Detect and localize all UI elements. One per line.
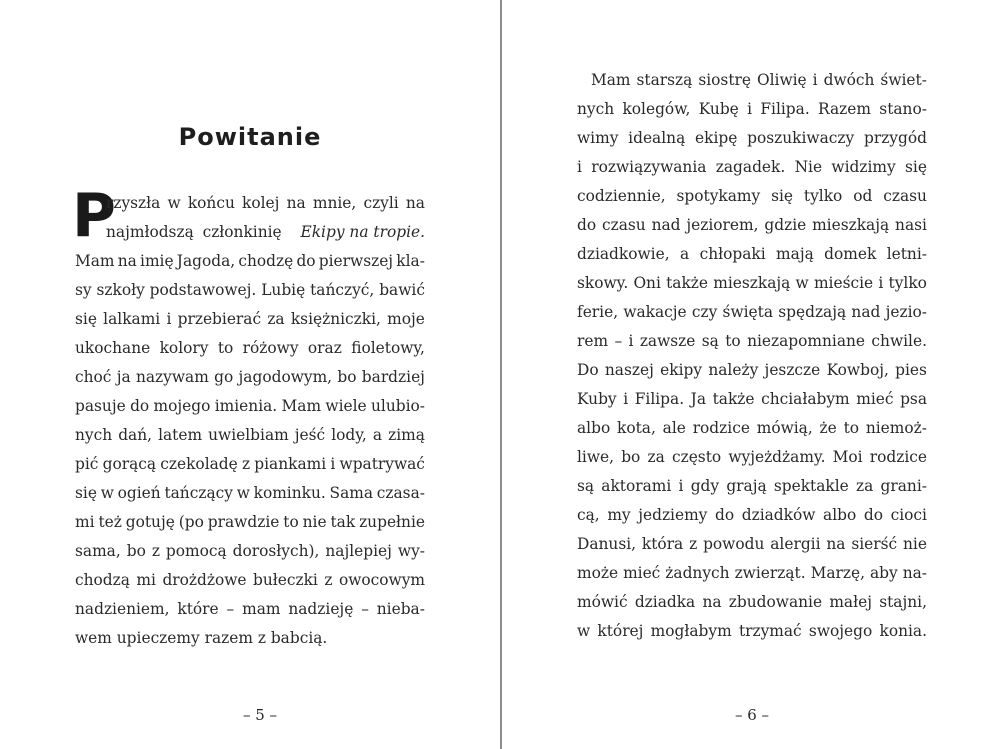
text-line: dziadkowie, a chłopaki mają domek letni-	[577, 245, 927, 263]
chapter-title: Powitanie	[178, 123, 322, 151]
text-line: Mam na imię Jagoda, chodzę do pierwszej kla-	[75, 252, 425, 270]
text-line: sama, bo z pomocą dorosłych), najlepiej wy-	[75, 542, 425, 560]
text-line: albo kota, ale rodzice mówią, że to niemoż-	[577, 419, 927, 437]
text-line: Kuby i Filipa. Ja także chciałabym mieć psa	[577, 390, 927, 408]
text-line: się w ogień tańczący w kominku. Sama czasa-	[75, 484, 425, 502]
text-line: nadzieniem, które – mam nadzieję – nieba-	[75, 600, 425, 618]
text-line: nych dań, latem uwielbiam jeść lody, a zimą	[75, 426, 425, 444]
text-line: może mieć żadnych zwierząt. Marzę, aby na-	[577, 564, 927, 582]
text-line: mi też gotuję (po prawdzie to nie tak zupełnie	[75, 513, 425, 531]
text-line: wem upieczemy razem z babcią.	[75, 629, 328, 647]
text-line: ukochane kolory to różowy oraz fioletowy,	[75, 339, 425, 357]
text-line: Mam starszą siostrę Oliwię i dwóch świet-	[591, 71, 927, 89]
text-line: mówić dziadka na zbudowanie małej stajni,	[577, 593, 927, 611]
text-line: rzyszła w końcu kolej na mnie, czyli na	[106, 194, 425, 212]
text-line: się lalkami i przebierać za księżniczki, moje	[75, 310, 425, 328]
text-line: Danusi, która z powodu alergii na sierść nie	[577, 535, 927, 553]
text-line: najmłodszą członkinię Ekipy na tropie.	[106, 218, 425, 247]
text-line: Do naszej ekipy należy jeszcze Kowboj, pies	[577, 361, 927, 379]
text-line: skowy. Oni także mieszkają w mieście i tylko	[577, 274, 927, 292]
page-number-left: – 5 –	[242, 706, 278, 724]
page-number-right: – 6 –	[734, 706, 770, 724]
text-line: pić gorącą czekoladę z piankami i wpatrywać	[75, 455, 425, 473]
text-line: i rozwiązywania zagadek. Nie widzimy się	[577, 158, 927, 176]
text-line: sy szkoły podstawowej. Lubię tańczyć, bawić	[75, 281, 425, 299]
italic-title: Ekipy na tropie.	[300, 223, 425, 241]
text-line: ferie, wakacje czy święta spędzają nad jezio-	[577, 303, 927, 321]
text-line: są aktorami i gdy grają spektakle za grani-	[577, 477, 927, 495]
text-line: rem – i zawsze są to niezapomniane chwile.	[577, 332, 927, 350]
text-line: cą, my jedziemy do dziadków albo do cioci	[577, 506, 927, 524]
text-line: choć ja nazywam go jagodowym, bo bardziej	[75, 368, 425, 386]
text-line: chodzą mi drożdżowe bułeczki z owocowym	[75, 571, 425, 589]
text-line: liwe, bo za często wyjeżdżamy. Moi rodzice	[577, 448, 927, 466]
text-line: wimy idealną ekipę poszukiwaczy przygód	[577, 129, 927, 147]
text-line: pasuje do mojego imienia. Mam wiele ulubio-	[75, 397, 425, 415]
text-line: nych kolegów, Kubę i Filipa. Razem stano-	[577, 100, 927, 118]
text-line: do czasu nad jeziorem, gdzie mieszkają nasi	[577, 216, 927, 234]
text-line: codziennie, spotykamy się tylko od czasu	[577, 187, 927, 205]
text-line: w której mogłabym trzymać swojego konia.	[577, 622, 927, 640]
drop-cap: P	[72, 181, 116, 251]
